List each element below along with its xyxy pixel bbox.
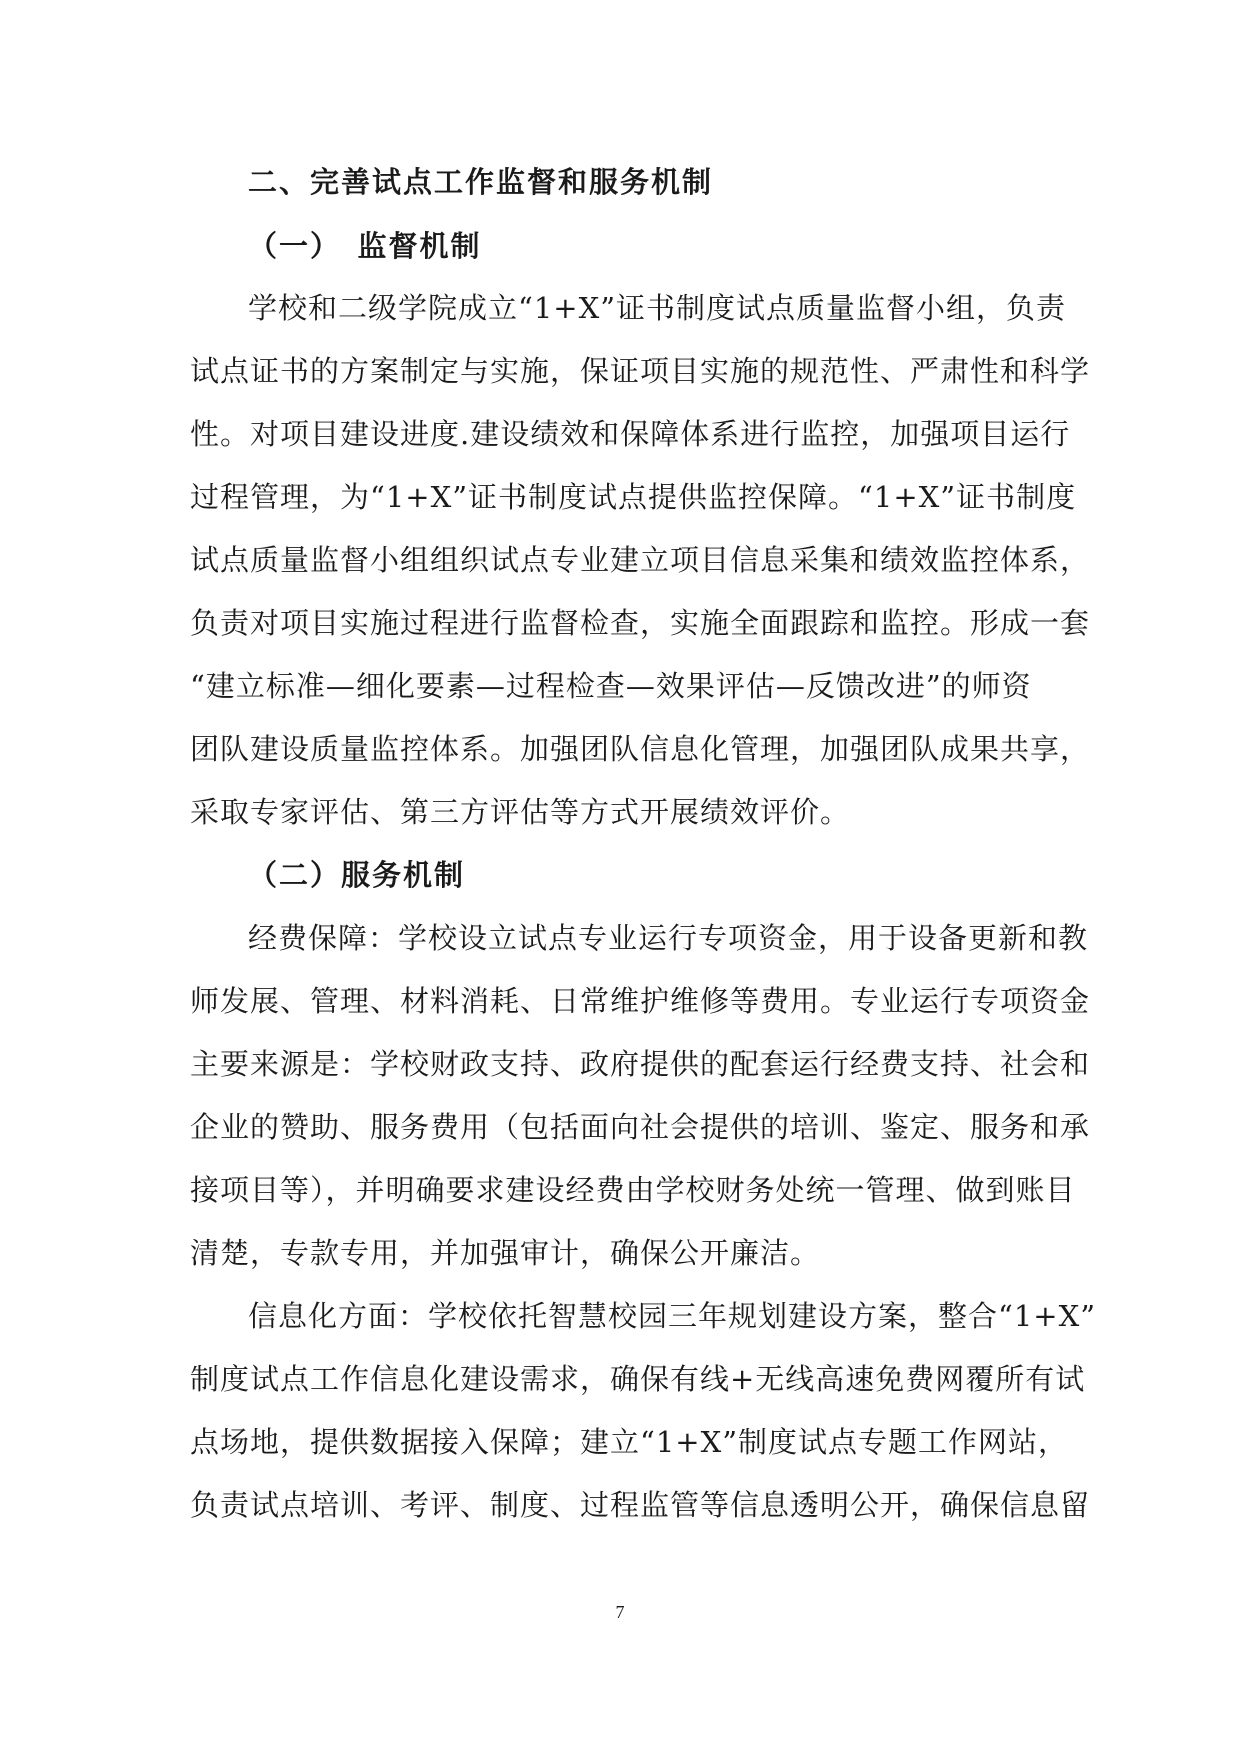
paragraph-line: 试点质量监督小组组织试点专业建立项目信息采集和绩效监控体系， [190,543,1091,577]
paragraph-line: “建立标准—细化要素—过程检查—效果评估—反馈改进”的师资 [190,669,1032,703]
paragraph-line: 制度试点工作信息化建设需求，确保有线+无线高速免费网覆所有试 [190,1362,1086,1396]
paragraph-line: 团队建设质量监控体系。加强团队信息化管理，加强团队成果共享， [190,732,1091,766]
paragraph-line: 过程管理，为“1+X”证书制度试点提供监控保障。“1+X”证书制度 [190,480,1077,514]
paragraph-line: 采取专家评估、第三方评估等方式开展绩效评价。 [190,795,851,829]
section-heading: 二、完善试点工作监督和服务机制 [248,165,714,199]
paragraph-line: 学校和二级学院成立“1+X”证书制度试点质量监督小组，负责 [248,291,1067,325]
paragraph-line: 接项目等），并明确要求建设经费由学校财务处统一管理、做到账目 [190,1173,1076,1207]
paragraph-line: 企业的赞助、服务费用（包括面向社会提供的培训、鉴定、服务和承 [190,1110,1091,1144]
subsection-heading-service: （二）服务机制 [248,858,466,892]
paragraph-line: 负责对项目实施过程进行监督检查，实施全面跟踪和监控。形成一套 [190,606,1091,640]
paragraph-line: 信息化方面：学校依托智慧校园三年规划建设方案，整合“1+X” [248,1299,1097,1333]
paragraph-line: 经费保障：学校设立试点专业运行专项资金，用于设备更新和教 [248,921,1089,955]
paragraph-line: 师发展、管理、材料消耗、日常维护维修等费用。专业运行专项资金 [190,984,1091,1018]
paragraph-line: 负责试点培训、考评、制度、过程监管等信息透明公开，确保信息留 [190,1488,1091,1522]
paragraph-line: 点场地，提供数据接入保障；建立“1+X”制度试点专题工作网站， [190,1425,1069,1459]
paragraph-line: 主要来源是：学校财政支持、政府提供的配套运行经费支持、社会和 [190,1047,1091,1081]
subsection-heading-supervision: （一） 监督机制 [248,229,482,263]
paragraph-line: 试点证书的方案制定与实施，保证项目实施的规范性、严肃性和科学 [190,354,1091,388]
page-number: 7 [615,1602,625,1622]
paragraph-line: 清楚，专款专用，并加强审计，确保公开廉洁。 [190,1236,821,1270]
paragraph-line: 性。对项目建设进度.建设绩效和保障体系进行监控，加强项目运行 [190,417,1071,451]
